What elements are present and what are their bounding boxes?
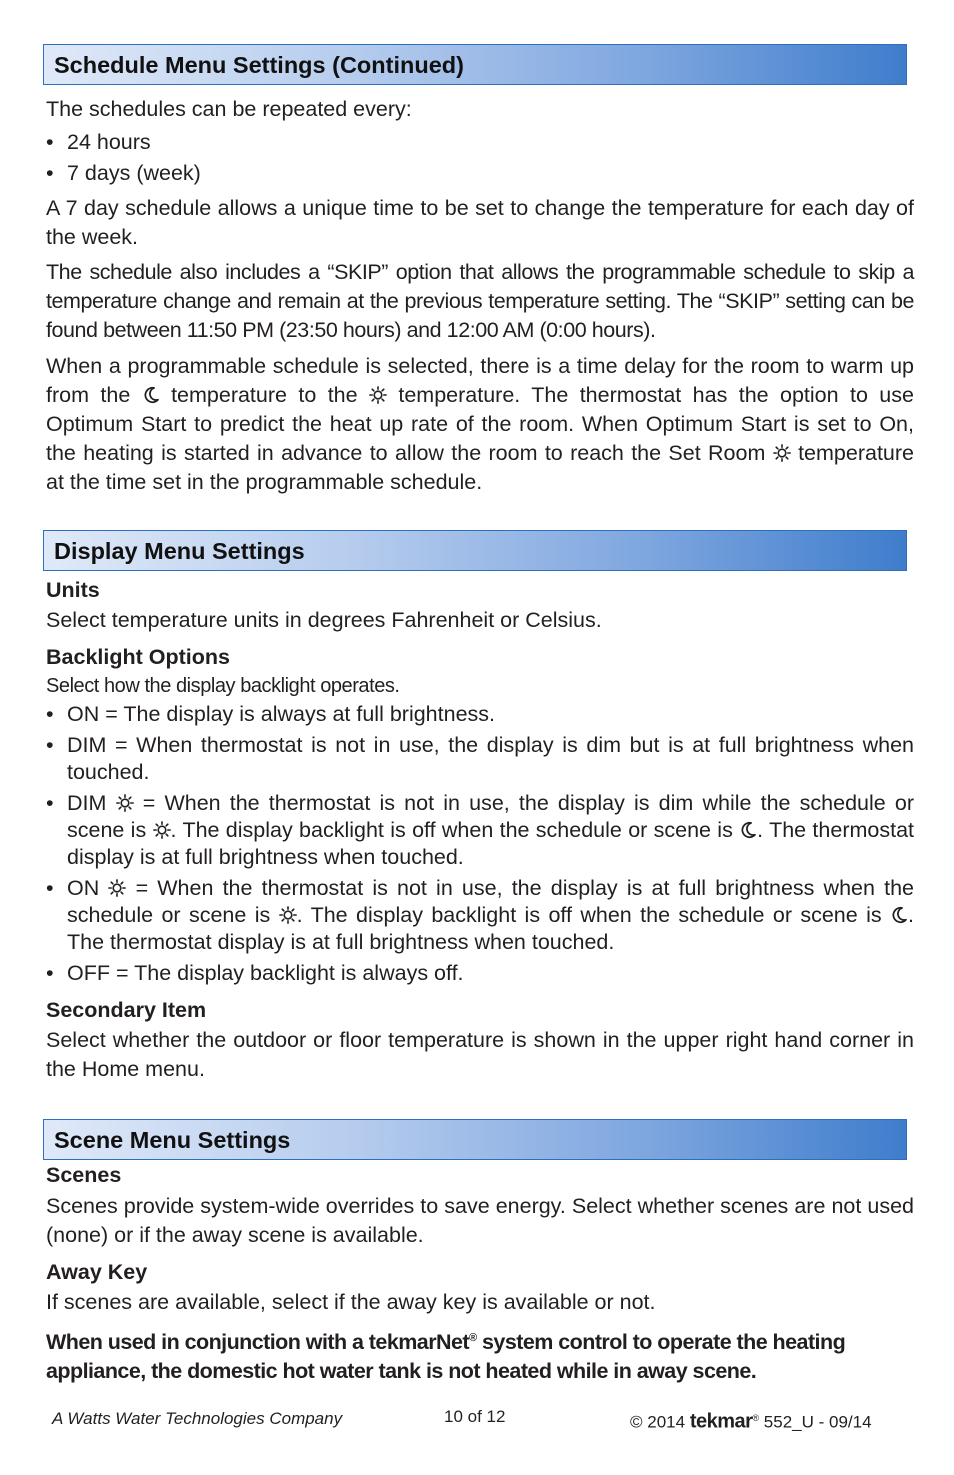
list-item: • ON = The display is always at full brightness. [46, 701, 914, 728]
tekmar-logo: tekmar [689, 1410, 753, 1433]
text-run: = When the thermostat is not in use, the display is dim while the schedule or scene is [67, 791, 914, 842]
subheading: Away Key [46, 1260, 148, 1284]
sun-icon [369, 386, 387, 404]
paragraph [46, 352, 914, 497]
paragraph: Select whether the outdoor or floor temperature is shown in the upper right hand corner in the Home menu. [46, 1028, 914, 1081]
repeat-list [46, 127, 914, 189]
section-title: Schedule Menu Settings (Continued) [54, 52, 464, 78]
list-item: • OFF = The display backlight is always off. [46, 960, 914, 987]
section-header-display [43, 530, 907, 571]
list-item: • 24 hours [46, 127, 914, 158]
subheading: Backlight Options [46, 645, 230, 669]
sun-icon [108, 879, 126, 897]
list-item: • DIM = When thermostat is not in use, the display is dim but is at full brightness when touched. [46, 732, 914, 786]
scene-section-body [46, 1161, 914, 1386]
text-run: system control to operate the heating appliance, the domestic hot water tank is not heated while in away scene. [46, 1330, 846, 1384]
moon-icon [142, 386, 160, 404]
text-run: ON [67, 876, 100, 900]
list-item [46, 790, 914, 871]
list-item: • 7 days (week) [46, 158, 914, 189]
important-note [46, 1324, 914, 1386]
paragraph: A 7 day schedule allows a unique time to be set to change the temperature for each day of the week. [46, 196, 914, 249]
moon-icon [739, 821, 757, 839]
subheading: Secondary Item [46, 998, 207, 1022]
moon-icon [890, 906, 908, 924]
text-run: . The thermostat display is at full brightness when touched. [67, 903, 915, 954]
text-run: When a programmable schedule is selected, there is a time delay for the room to warm up from the [46, 354, 914, 407]
registered-mark: ® [752, 1413, 760, 1423]
schedule-section-body [46, 95, 914, 497]
paragraph: The schedule also includes a “SKIP” option that allows the programmable schedule to skip a temperature change and remain at the previous temperature setting. The “SKIP” setting can be found between 11:50 PM (23:50 hours) and 12:00 AM (0:00 hours). [46, 260, 914, 342]
section-title: Scene Menu Settings [54, 1127, 291, 1153]
company-name: A Watts Water Technologies Company [52, 1409, 343, 1428]
text-run: . The display backlight is off when the schedule or scene is [170, 818, 733, 842]
sun-icon [116, 794, 134, 812]
section-header-scene [43, 1119, 907, 1160]
copyright: © 2014 [630, 1412, 686, 1432]
paragraph: Scenes provide system-wide overrides to save energy. Select whether scenes are not used (none) or if the away scene is available. [46, 1194, 914, 1247]
text-run: temperature to the [171, 383, 358, 407]
document-code: 552_U - 09/14 [763, 1412, 872, 1432]
paragraph: Select how the display backlight operates. [46, 675, 400, 697]
text-run: DIM [67, 791, 107, 815]
list-item [46, 875, 914, 956]
sun-icon [773, 444, 791, 462]
footer-right [630, 1404, 872, 1437]
text-run: temperature. The thermostat has the option to use Optimum Start to predict the heat up rate of the room. When Optimum Start is set to On, the heating is started in advance to allow the room to reach the Set Room [46, 383, 914, 465]
paragraph: Select temperature units in degrees Fahrenheit or Celsius. [46, 608, 602, 632]
section-title: Display Menu Settings [54, 538, 305, 564]
text-run: temperature at the time set in the programmable schedule. [46, 441, 914, 494]
page-number: 10 of 12 [444, 1407, 506, 1426]
sun-icon [279, 906, 297, 924]
section-header-schedule [43, 44, 907, 85]
subheading: Scenes [46, 1163, 122, 1187]
text-run: . The thermostat display is at full brightness when touched. [67, 818, 915, 869]
paragraph: The schedules can be repeated every: [46, 97, 412, 121]
sun-icon [153, 821, 171, 839]
paragraph: If scenes are available, select if the away key is available or not. [46, 1290, 656, 1314]
registered-mark: ® [469, 1332, 477, 1344]
text-run: . The display backlight is off when the schedule or scene is [296, 903, 882, 927]
text-run: = When the thermostat is not in use, the display is at full brightness when the schedule or scene is [67, 876, 914, 927]
backlight-list [46, 701, 914, 987]
display-section-body [46, 576, 914, 1084]
text-run: When used in conjunction with a tekmarNet [46, 1330, 470, 1355]
subheading: Units [46, 578, 100, 602]
